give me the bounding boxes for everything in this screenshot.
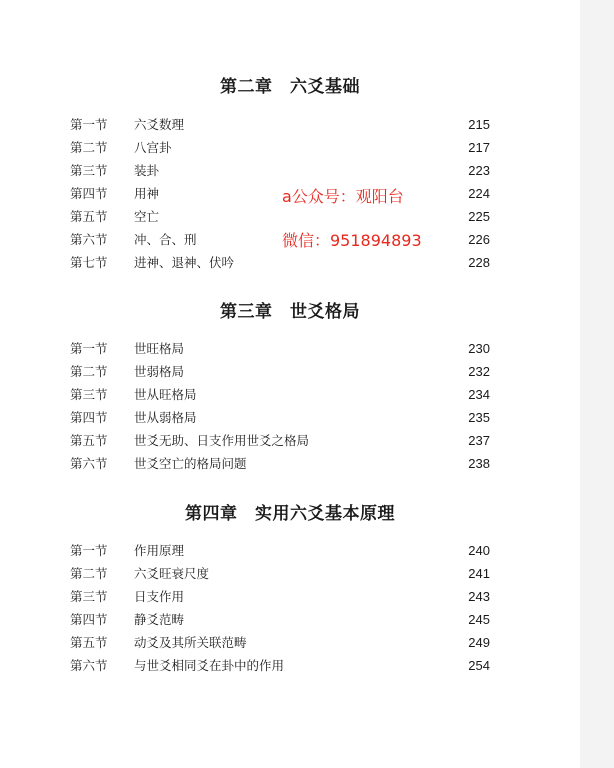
toc-entry-title: 世爻无助、日支作用世爻之格局: [134, 433, 310, 448]
toc-section-number: 第六节: [70, 456, 108, 471]
toc-page-number: 245: [468, 612, 490, 627]
toc-page-number: 217: [468, 140, 490, 155]
toc-section-number: 第五节: [70, 635, 108, 650]
toc-entry[interactable]: [70, 634, 490, 652]
toc-section-number: 第三节: [70, 163, 108, 178]
toc-page-number: 243: [468, 589, 490, 604]
toc-entry-title: 空亡: [134, 209, 160, 224]
toc-section-number: 第六节: [70, 232, 108, 247]
toc-section-number: 第七节: [70, 255, 108, 270]
page-edge-strip: [580, 0, 614, 768]
toc-entry-title: 装卦: [134, 163, 160, 178]
toc-entry-title: 世爻空亡的格局问题: [134, 456, 247, 471]
toc-page-number: 238: [468, 456, 490, 471]
toc-section-number: 第二节: [70, 140, 108, 155]
toc-page-number: 226: [468, 232, 490, 247]
toc-entry-title: 世旺格局: [134, 341, 185, 356]
toc-entry[interactable]: [70, 162, 490, 180]
chapter-title: 第三章 世爻格局: [220, 302, 360, 322]
toc-section-number: 第一节: [70, 341, 108, 356]
toc-page-number: 223: [468, 163, 490, 178]
toc-page-number: 225: [468, 209, 490, 224]
toc-section-number: 第一节: [70, 543, 108, 558]
toc-entry[interactable]: [70, 208, 490, 226]
toc-page-number: 241: [468, 566, 490, 581]
toc-page-number: 237: [468, 433, 490, 448]
toc-entry[interactable]: [70, 363, 490, 381]
wechat-account-overlay: a公众号：观阳台: [282, 187, 404, 206]
toc-section-number: 第一节: [70, 117, 108, 132]
toc-page-number: 230: [468, 341, 490, 356]
toc-entry[interactable]: [70, 116, 490, 134]
toc-entry-title: 日支作用: [134, 589, 185, 604]
toc-entry[interactable]: [70, 565, 490, 583]
toc-page-number: 228: [468, 255, 490, 270]
chapter-title: 第二章 六爻基础: [220, 77, 360, 97]
chapter-title: 第四章 实用六爻基本原理: [185, 504, 395, 524]
toc-section-number: 第四节: [70, 410, 108, 425]
toc-page-number: 249: [468, 635, 490, 650]
toc-entry[interactable]: [70, 455, 490, 473]
toc-entry-title: 世弱格局: [134, 364, 185, 379]
toc-entry[interactable]: [70, 254, 490, 272]
toc-page-number: 254: [468, 658, 490, 673]
toc-entry[interactable]: [70, 139, 490, 157]
toc-page-number: 215: [468, 117, 490, 132]
toc-entry-title: 八宫卦: [134, 140, 172, 155]
toc-entry[interactable]: [70, 231, 490, 249]
toc-entry[interactable]: [70, 432, 490, 450]
toc-entry-title: 世从弱格局: [134, 410, 197, 425]
toc-page-number: 235: [468, 410, 490, 425]
toc-page-number: 240: [468, 543, 490, 558]
toc-section-number: 第六节: [70, 658, 108, 673]
toc-section-number: 第四节: [70, 612, 108, 627]
toc-section-number: 第二节: [70, 566, 108, 581]
toc-entry[interactable]: [70, 657, 490, 675]
toc-entry[interactable]: [70, 386, 490, 404]
toc-entry[interactable]: [70, 185, 490, 203]
toc-section-number: 第四节: [70, 186, 108, 201]
toc-section-number: 第五节: [70, 209, 108, 224]
toc-entry[interactable]: [70, 542, 490, 560]
toc-entry[interactable]: [70, 611, 490, 629]
toc-entry-title: 与世爻相同爻在卦中的作用: [134, 658, 285, 673]
toc-entry-title: 世从旺格局: [134, 387, 197, 402]
toc-entry-title: 冲、合、刑: [134, 232, 197, 247]
toc-page-number: 232: [468, 364, 490, 379]
wechat-id-overlay: 微信：951894893: [282, 231, 422, 250]
toc-entry[interactable]: [70, 588, 490, 606]
toc-entry-title: 静爻范畴: [134, 612, 185, 627]
toc-entry[interactable]: [70, 409, 490, 427]
toc-entry-title: 用神: [134, 186, 160, 201]
toc-page-number: 224: [468, 186, 490, 201]
toc-section-number: 第二节: [70, 364, 108, 379]
toc-entry[interactable]: [70, 340, 490, 358]
toc-entry-title: 作用原理: [134, 543, 185, 558]
toc-entry-title: 进神、退神、伏吟: [134, 255, 235, 270]
toc-entry-title: 六爻旺衰尺度: [134, 566, 210, 581]
toc-page-number: 234: [468, 387, 490, 402]
toc-section-number: 第三节: [70, 387, 108, 402]
toc-section-number: 第三节: [70, 589, 108, 604]
toc-section-number: 第五节: [70, 433, 108, 448]
toc-entry-title: 动爻及其所关联范畴: [134, 635, 247, 650]
toc-entry-title: 六爻数理: [134, 117, 185, 132]
